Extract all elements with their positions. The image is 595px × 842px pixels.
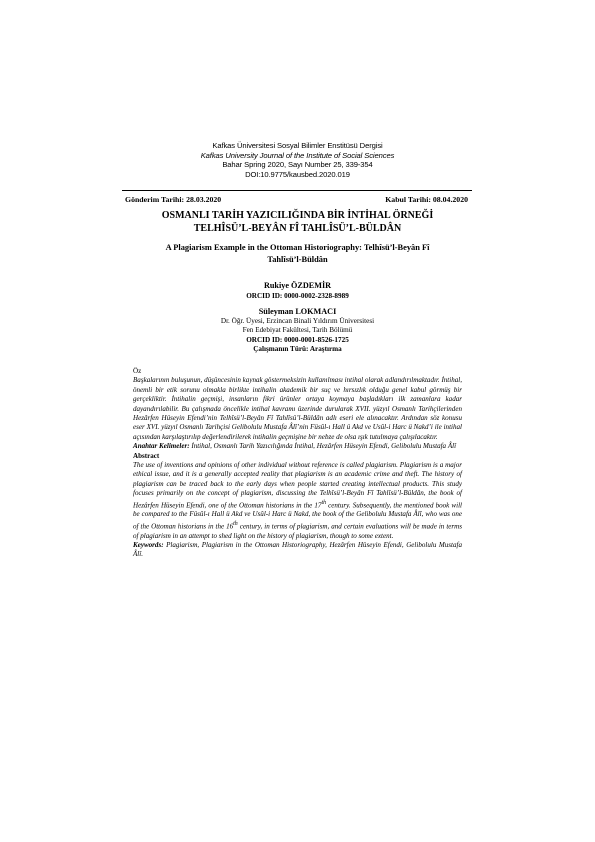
author-2-affiliation-title: Dr. Öğr. Üyesi, Erzincan Binali Yıldırım Üniversitesi [220, 317, 375, 325]
title-turkish [110, 209, 485, 235]
author-2-affiliation-department: Fen Edebiyat Fakültesi, Tarih Bölümü [242, 326, 353, 335]
abstract-en-text-part3: century, in terms of plagiarism, and certain evaluations will be made in terms of plagiarism in an attempt to shed light on the history of plagiarism, though to some extent. [133, 522, 462, 540]
journal-name-tr: Kafkas Üniversitesi Sosyal Bilimler Enstitüsü Dergisi [212, 141, 383, 150]
abstract-en-text [133, 461, 462, 541]
keywords-en [133, 541, 462, 560]
abstract-tr-heading: Öz [133, 367, 142, 375]
abstract-en-text-part2: century. Subsequently, the mentioned book will be compared to the Füsûl-ı Hall ü Akd ve Usûl-i Harc ü Nakd, the book of the Gelibolulu Mustafa Âlî, who was one of the Ottoman historians in the 16 [133, 501, 462, 531]
journal-name-en: Kafkas University Journal of the Institute of Social Sciences [200, 150, 395, 160]
ordinal-suffix: th [233, 520, 238, 527]
keywords-tr-text: İntihal, Osmanlı Tarih Yazıcılığında İntihal, Hezârfen Hüseyin Efendi, Gelibolulu Mustafa Âlî [191, 442, 457, 451]
header-divider [122, 190, 472, 191]
journal-issue: Bahar Spring 2020, Sayı Number 25, 339-354 [222, 160, 373, 170]
keywords-tr [133, 442, 462, 451]
author-2-name: Süleyman LOKMACI [258, 307, 337, 316]
title-english-line1: A Plagiarism Example in the Ottoman Historiography: Telhîsü’l-Beyân Fî [165, 243, 430, 252]
abstract-en-heading: Abstract [133, 451, 160, 460]
keywords-tr-label: Anahtar Kelimeler: [133, 442, 190, 451]
abstract-section [133, 367, 462, 560]
title-english [120, 242, 475, 265]
title-turkish-line1: OSMANLI TARİH YAZICILIĞINDA BİR İNTİHAL ÖRNEĞİ [161, 210, 434, 221]
accepted-date: Kabul Tarihi: 08.04.2020 [385, 195, 468, 204]
received-date: Gönderim Tarihi: 28.03.2020 [125, 195, 222, 204]
author-1 [120, 281, 475, 301]
author-1-orcid: ORCID ID: 0000-0002-2328-8989 [246, 292, 349, 300]
keywords-en-label: Keywords: [133, 541, 164, 549]
ordinal-suffix: th [321, 499, 327, 506]
abstract-tr-text: Başkalarının buluşunun, düşüncesinin kaynak göstermeksizin kullanılması intihal olarak adlandırılmaktadır. İntihal, önemli bir etik sorunu olmakla birlikte intihalin akademik bir suç ve hırsızlık olduğu genel kabul görmüş bir gerçekliktir. İntihalin geçmişi, insanların fikri ürünler ortaya koymaya başladıkları ilk zamanlara kadar dayandırılabilir. Bu çalışmada öncelikle intihal kavramı üzerinde durularak XVII. yüzyıl Osmanlı Tarihçilerinden Hezârfen Hüseyin Efendi’nin Telhîsü’l-Beyân Fî Tahlîsü’l-Büldân adlı eseri ele alınacaktır. Ardından söz konusu eser XVI. yüzyıl Osmanlı Tarihçisi Gelibolulu Mustafa Âlî’nin Füsûl-ı Hall ü Akd ve Usûl-i Harc ü Nakd’i ile intihal açısından karşılaştırılıp değerlendirilerek intihalin geçmişine bir nebze de olsa ışık tutulmaya çalışılacaktır. [133, 376, 462, 441]
keywords-en-text: Plagiarism, Plagiarism in the Ottoman Historiography, Hezârfen Hüseyin Efendi, Gelibolulu Mustafa Âlî. [133, 541, 462, 559]
author-2 [120, 307, 475, 355]
author-2-orcid: ORCID ID: 0000-0001-8526-1725 [246, 335, 349, 344]
abstract-en-text-part1: The use of inventions and opinions of other individual without reference is called plagiarism. Plagiarism is a major ethical issue, and it is a generally accepted reality that plagiarism is an academic crime and theft. The history of plagiarism can be traced back to the early days when people started creating intellectual products. This study focuses primarily on the concept of plagiarism, discussing the Telhîsü’l-Beyân Fî Tahlîsü’l-Büldân, the book of Hezârfen Hüseyin Efendi, one of the Ottoman historians in the 17 [133, 461, 462, 510]
title-turkish-line2: TELHÎSÜ’L-BEYÂN FÎ TAHLÎSÜ’L-BÜLDÂN [193, 223, 402, 234]
journal-doi: DOI:10.9775/kausbed.2020.019 [245, 169, 350, 179]
study-type: Çalışmanın Türü: Araştırma [253, 345, 342, 354]
journal-header [120, 141, 475, 179]
author-1-name: Rukiye ÖZDEMİR [263, 281, 332, 290]
title-english-line2: Tahlîsü’l-Büldân [267, 254, 328, 264]
